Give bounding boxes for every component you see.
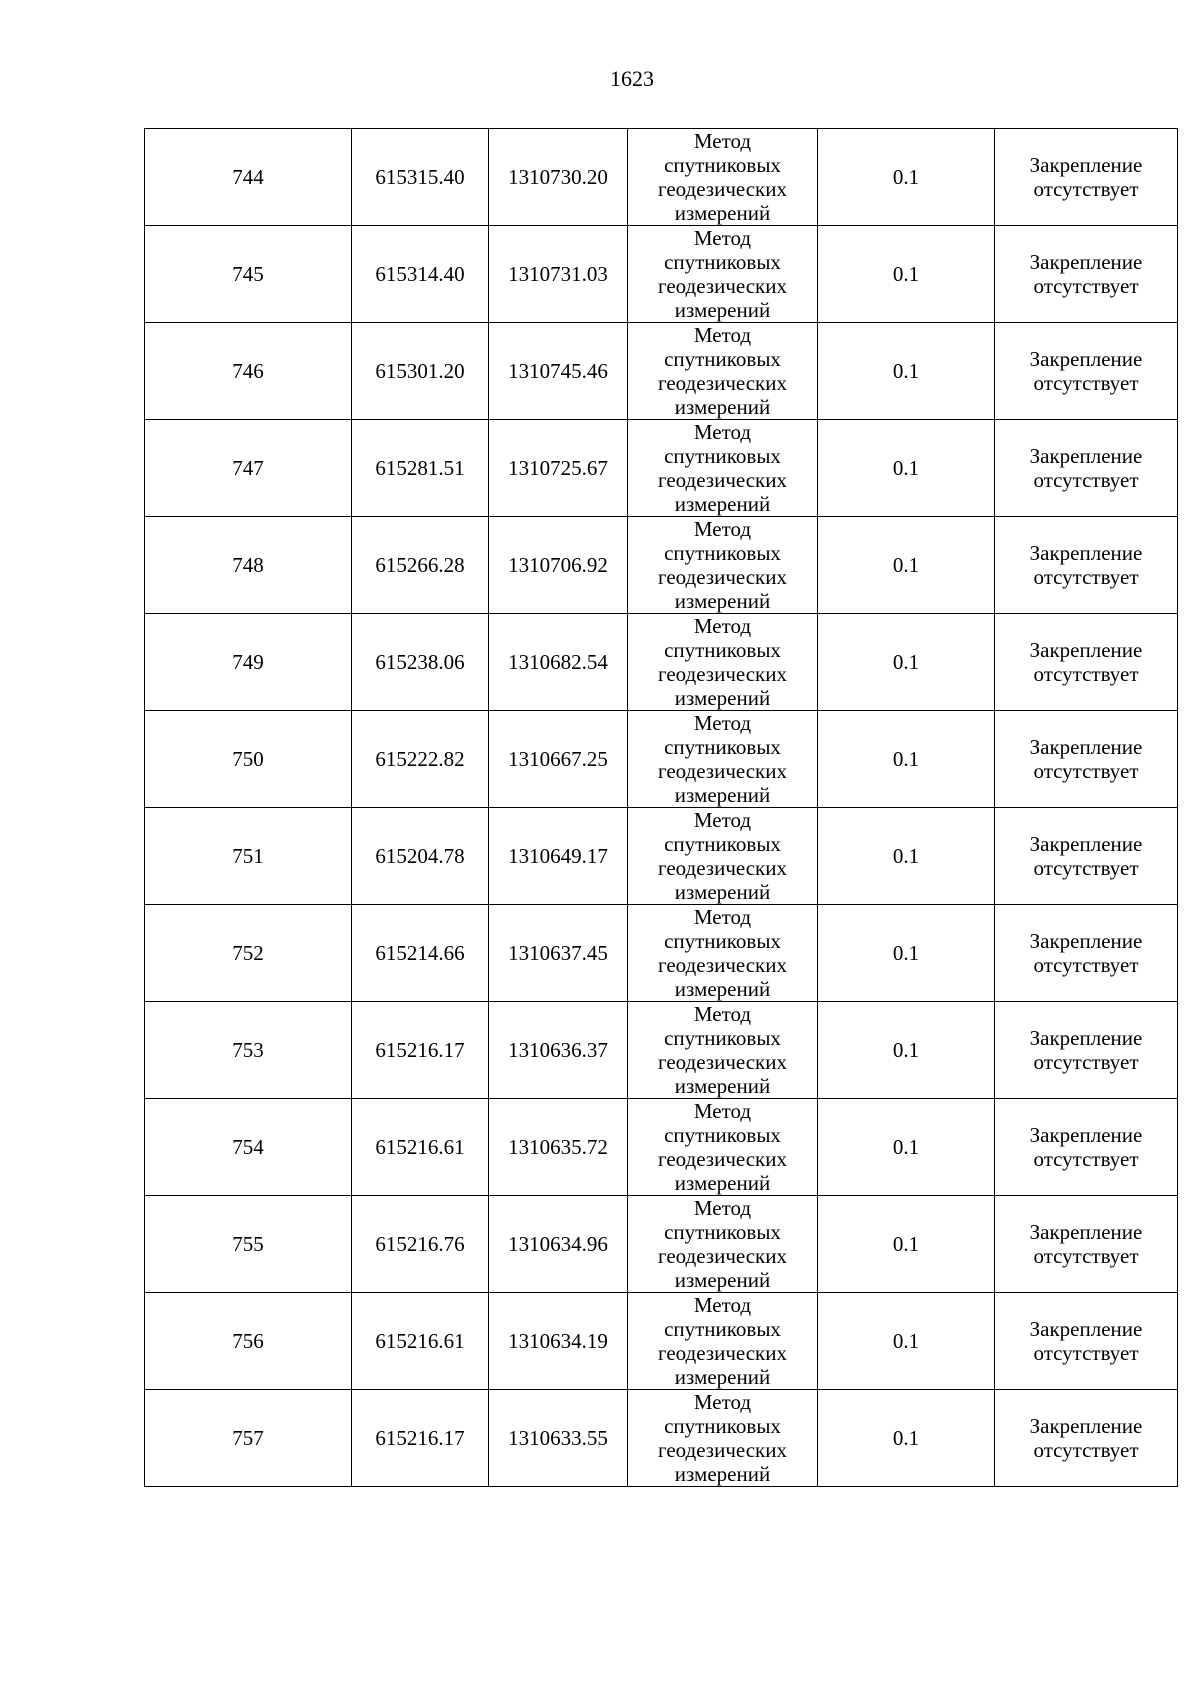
x-coordinate-cell [352,129,489,226]
fixing-cell-text: Закрепление отсутствует [1029,1220,1143,1268]
method-cell-text: Метод спутниковых геодезических измерений [657,1099,787,1195]
accuracy-cell [818,323,995,420]
x-coordinate-cell [352,420,489,517]
method-cell-text: Метод спутниковых геодезических измерений [657,614,787,710]
point-number-cell [145,226,352,323]
fixing-cell [995,517,1178,614]
accuracy-cell [818,420,995,517]
fixing-cell-text: Закрепление отсутствует [1029,250,1143,298]
fixing-cell [995,420,1178,517]
fixing-cell-text: Закрепление отсутствует [1029,638,1143,686]
fixing-cell [995,323,1178,420]
table-row [145,323,1178,420]
y-coordinate-cell-text: 1310682.54 [508,650,608,674]
x-coordinate-cell [352,905,489,1002]
point-number-cell-text: 754 [232,1135,264,1159]
point-number-cell-text: 751 [232,844,264,868]
accuracy-cell-text: 0.1 [892,1329,920,1353]
x-coordinate-cell-text: 615266.28 [375,553,465,577]
accuracy-cell [818,711,995,808]
x-coordinate-cell-text: 615315.40 [375,165,465,189]
x-coordinate-cell [352,808,489,905]
accuracy-cell-text: 0.1 [892,747,920,771]
y-coordinate-cell [489,1390,628,1487]
fixing-cell [995,1099,1178,1196]
fixing-cell [995,1293,1178,1390]
point-number-cell [145,808,352,905]
y-coordinate-cell [489,323,628,420]
x-coordinate-cell [352,517,489,614]
table-row [145,517,1178,614]
point-number-cell-text: 755 [232,1232,264,1256]
y-coordinate-cell [489,1002,628,1099]
point-number-cell [145,1390,352,1487]
accuracy-cell [818,1196,995,1293]
table-row [145,1390,1178,1487]
table-row [145,129,1178,226]
method-cell [628,517,818,614]
method-cell-text: Метод спутниковых геодезических измерений [657,1390,787,1486]
accuracy-cell-text: 0.1 [892,1038,920,1062]
y-coordinate-cell-text: 1310667.25 [508,747,608,771]
table-row [145,420,1178,517]
method-cell [628,226,818,323]
y-coordinate-cell [489,226,628,323]
point-number-cell [145,1293,352,1390]
point-number-cell-text: 756 [232,1329,264,1353]
accuracy-cell-text: 0.1 [892,456,920,480]
x-coordinate-cell-text: 615216.17 [375,1038,465,1062]
x-coordinate-cell-text: 615214.66 [375,941,465,965]
accuracy-cell-text: 0.1 [892,1232,920,1256]
x-coordinate-cell-text: 615301.20 [375,359,465,383]
fixing-cell-text: Закрепление отсутствует [1029,929,1143,977]
x-coordinate-cell-text: 615281.51 [375,456,465,480]
point-number-cell-text: 753 [232,1038,264,1062]
accuracy-cell-text: 0.1 [892,262,920,286]
y-coordinate-cell [489,711,628,808]
method-cell [628,905,818,1002]
method-cell-text: Метод спутниковых геодезических измерений [657,129,787,225]
y-coordinate-cell [489,1099,628,1196]
y-coordinate-cell [489,905,628,1002]
accuracy-cell-text: 0.1 [892,941,920,965]
method-cell-text: Метод спутниковых геодезических измерений [657,1002,787,1098]
x-coordinate-cell-text: 615222.82 [375,747,465,771]
point-number-cell-text: 757 [232,1426,264,1450]
accuracy-cell [818,614,995,711]
accuracy-cell [818,129,995,226]
table-row [145,614,1178,711]
x-coordinate-cell [352,226,489,323]
accuracy-cell [818,1390,995,1487]
y-coordinate-cell [489,808,628,905]
method-cell-text: Метод спутниковых геодезических измерений [657,1196,787,1292]
fixing-cell-text: Закрепление отсутствует [1029,347,1143,395]
table-row [145,1196,1178,1293]
table-row [145,905,1178,1002]
point-number-cell [145,614,352,711]
method-cell [628,1099,818,1196]
point-number-cell-text: 744 [232,165,264,189]
fixing-cell-text: Закрепление отсутствует [1029,1317,1143,1365]
accuracy-cell-text: 0.1 [892,165,920,189]
fixing-cell [995,1196,1178,1293]
y-coordinate-cell [489,129,628,226]
x-coordinate-cell [352,1196,489,1293]
method-cell-text: Метод спутниковых геодезических измерений [657,517,787,613]
point-number-cell-text: 750 [232,747,264,771]
x-coordinate-cell [352,711,489,808]
method-cell [628,614,818,711]
y-coordinate-cell-text: 1310731.03 [508,262,608,286]
method-cell [628,1196,818,1293]
fixing-cell-text: Закрепление отсутствует [1029,541,1143,589]
method-cell-text: Метод спутниковых геодезических измерений [657,1293,787,1389]
point-number-cell [145,1099,352,1196]
method-cell-text: Метод спутниковых геодезических измерений [657,323,787,419]
x-coordinate-cell-text: 615216.61 [375,1329,465,1353]
y-coordinate-cell-text: 1310633.55 [508,1426,608,1450]
point-number-cell [145,711,352,808]
fixing-cell [995,808,1178,905]
y-coordinate-cell-text: 1310634.96 [508,1232,608,1256]
fixing-cell [995,129,1178,226]
point-number-cell-text: 749 [232,650,264,674]
accuracy-cell [818,226,995,323]
y-coordinate-cell-text: 1310730.20 [508,165,608,189]
x-coordinate-cell [352,323,489,420]
y-coordinate-cell-text: 1310725.67 [508,456,608,480]
table-body [145,129,1178,1487]
accuracy-cell-text: 0.1 [892,1426,920,1450]
fixing-cell [995,1390,1178,1487]
table-row [145,226,1178,323]
x-coordinate-cell [352,614,489,711]
fixing-cell-text: Закрепление отсутствует [1029,735,1143,783]
y-coordinate-cell-text: 1310745.46 [508,359,608,383]
y-coordinate-cell-text: 1310649.17 [508,844,608,868]
x-coordinate-cell-text: 615216.61 [375,1135,465,1159]
point-number-cell [145,905,352,1002]
method-cell-text: Метод спутниковых геодезических измерений [657,420,787,516]
accuracy-cell [818,808,995,905]
accuracy-cell [818,1293,995,1390]
method-cell [628,1293,818,1390]
point-number-cell-text: 752 [232,941,264,965]
point-number-cell [145,129,352,226]
fixing-cell [995,226,1178,323]
fixing-cell [995,614,1178,711]
y-coordinate-cell-text: 1310634.19 [508,1329,608,1353]
table-row [145,1293,1178,1390]
fixing-cell-text: Закрепление отсутствует [1029,1026,1143,1074]
method-cell-text: Метод спутниковых геодезических измерений [657,905,787,1001]
method-cell-text: Метод спутниковых геодезических измерений [657,711,787,807]
point-number-cell [145,1002,352,1099]
method-cell [628,420,818,517]
coordinates-table [144,128,1178,1487]
method-cell-text: Метод спутниковых геодезических измерений [657,226,787,322]
point-number-cell-text: 746 [232,359,264,383]
table-row [145,808,1178,905]
point-number-cell [145,420,352,517]
accuracy-cell-text: 0.1 [892,650,920,674]
method-cell [628,129,818,226]
x-coordinate-cell-text: 615238.06 [375,650,465,674]
method-cell [628,1390,818,1487]
fixing-cell-text: Закрепление отсутствует [1029,444,1143,492]
table-row [145,1099,1178,1196]
fixing-cell [995,711,1178,808]
point-number-cell [145,1196,352,1293]
accuracy-cell [818,517,995,614]
x-coordinate-cell [352,1002,489,1099]
y-coordinate-cell-text: 1310637.45 [508,941,608,965]
y-coordinate-cell [489,420,628,517]
y-coordinate-cell-text: 1310636.37 [508,1038,608,1062]
point-number-cell-text: 747 [232,456,264,480]
y-coordinate-cell [489,517,628,614]
point-number-cell [145,323,352,420]
x-coordinate-cell-text: 615314.40 [375,262,465,286]
method-cell [628,323,818,420]
accuracy-cell [818,905,995,1002]
fixing-cell-text: Закрепление отсутствует [1029,153,1143,201]
method-cell [628,711,818,808]
point-number-cell-text: 745 [232,262,264,286]
x-coordinate-cell-text: 615216.17 [375,1426,465,1450]
fixing-cell-text: Закрепление отсутствует [1029,1123,1143,1171]
y-coordinate-cell-text: 1310706.92 [508,553,608,577]
point-number-cell-text: 748 [232,553,264,577]
point-number-cell [145,517,352,614]
method-cell [628,1002,818,1099]
method-cell [628,808,818,905]
table-row [145,711,1178,808]
y-coordinate-cell [489,614,628,711]
x-coordinate-cell [352,1390,489,1487]
fixing-cell [995,1002,1178,1099]
accuracy-cell-text: 0.1 [892,359,920,383]
x-coordinate-cell [352,1099,489,1196]
accuracy-cell-text: 0.1 [892,1135,920,1159]
y-coordinate-cell [489,1293,628,1390]
y-coordinate-cell [489,1196,628,1293]
table-row [145,1002,1178,1099]
method-cell-text: Метод спутниковых геодезических измерений [657,808,787,904]
accuracy-cell [818,1002,995,1099]
y-coordinate-cell-text: 1310635.72 [508,1135,608,1159]
fixing-cell-text: Закрепление отсутствует [1029,1414,1143,1462]
accuracy-cell [818,1099,995,1196]
fixing-cell [995,905,1178,1002]
x-coordinate-cell-text: 615216.76 [375,1232,465,1256]
accuracy-cell-text: 0.1 [892,553,920,577]
fixing-cell-text: Закрепление отсутствует [1029,832,1143,880]
x-coordinate-cell-text: 615204.78 [375,844,465,868]
accuracy-cell-text: 0.1 [892,844,920,868]
page-number: 1623 [610,66,654,91]
x-coordinate-cell [352,1293,489,1390]
